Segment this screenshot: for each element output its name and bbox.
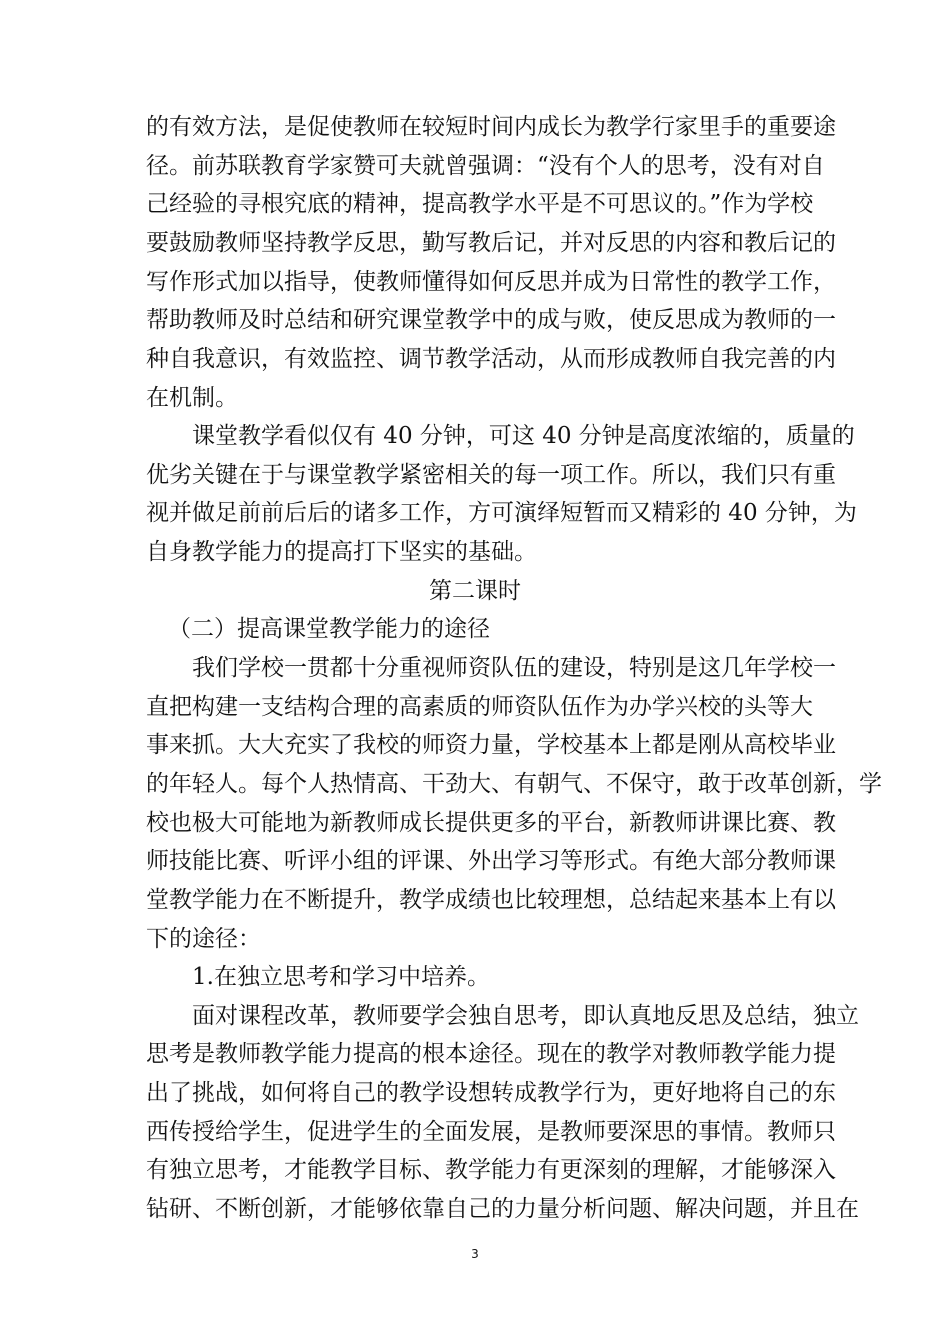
paragraph-1-line-7: 种自我意识，有效监控、调节教学活动，从而形成教师自我完善的内 xyxy=(146,346,836,372)
subsection-title: （二）提高课堂教学能力的途径 xyxy=(168,616,490,642)
paragraph-3-line-7: 堂教学能力在不断提升，教学成绩也比较理想，总结起来基本上有以 xyxy=(146,887,836,913)
paragraph-3-line-8: 下的途径： xyxy=(146,926,261,952)
paragraph-4-line-6: 钻研、不断创新，才能够依靠自己的力量分析问题、解决问题，并且在 xyxy=(146,1196,859,1222)
paragraph-3-line-3: 事来抓。大大充实了我校的师资力量，学校基本上都是刚从高校毕业 xyxy=(146,732,836,758)
paragraph-1-line-1: 的有效方法，是促使教师在较短时间内成长为教学行家里手的重要途 xyxy=(146,114,836,140)
paragraph-1-line-6: 帮助教师及时总结和研究课堂教学中的成与败，使反思成为教师的一 xyxy=(146,307,836,333)
item-1-title: 1.在独立思考和学习中培养。 xyxy=(192,964,490,990)
paragraph-4-line-2: 思考是教师教学能力提高的根本途径。现在的教学对教师教学能力提 xyxy=(146,1041,836,1067)
paragraph-1-line-5: 写作形式加以指导，使教师懂得如何反思并成为日常性的教学工作， xyxy=(146,269,836,295)
paragraph-2-line-2: 优劣关键在于与课堂教学紧密相关的每一项工作。所以，我们只有重 xyxy=(146,462,836,488)
paragraph-2-line-4: 自身教学能力的提高打下坚实的基础。 xyxy=(146,539,537,565)
paragraph-3-line-1: 我们学校一贯都十分重视师资队伍的建设，特别是这几年学校一 xyxy=(192,655,836,681)
section-title: 第二课时 xyxy=(429,578,521,604)
paragraph-3-line-5: 校也极大可能地为新教师成长提供更多的平台，新教师讲课比赛、教 xyxy=(146,810,836,836)
paragraph-4-line-1: 面对课程改革，教师要学会独自思考，即认真地反思及总结，独立 xyxy=(192,1003,859,1029)
paragraph-4-line-4: 西传授给学生，促进学生的全面发展，是教师要深思的事情。教师只 xyxy=(146,1119,836,1145)
paragraph-1-line-2: 径。前苏联教育学家赞可夫就曾强调：“没有个人的思考，没有对自 xyxy=(146,153,825,179)
page-number: 3 xyxy=(471,1247,479,1261)
paragraph-3-line-2: 直把构建一支结构合理的高素质的师资队伍作为办学兴校的头等大 xyxy=(146,694,813,720)
paragraph-4-line-5: 有独立思考，才能教学目标、教学能力有更深刻的理解，才能够深入 xyxy=(146,1157,836,1183)
paragraph-3-line-6: 师技能比赛、听评小组的评课、外出学习等形式。有绝大部分教师课 xyxy=(146,848,836,874)
paragraph-4-line-3: 出了挑战，如何将自己的教学设想转成教学行为，更好地将自己的东 xyxy=(146,1080,836,1106)
paragraph-1-line-3: 己经验的寻根究底的精神，提高教学水平是不可思议的。”作为学校 xyxy=(146,191,814,217)
paragraph-1-line-8: 在机制。 xyxy=(146,385,238,411)
paragraph-3-line-4: 的年轻人。每个人热情高、干劲大、有朝气、不保守，敢于改革创新，学 xyxy=(146,771,882,797)
paragraph-1-line-4: 要鼓励教师坚持教学反思，勤写教后记，并对反思的内容和教后记的 xyxy=(146,230,836,256)
paragraph-2-line-3: 视并做足前前后后的诸多工作，方可演绎短暂而又精彩的 40 分钟，为 xyxy=(146,500,857,526)
paragraph-2-line-1: 课堂教学看似仅有 40 分钟，可这 40 分钟是高度浓缩的，质量的 xyxy=(192,423,855,449)
